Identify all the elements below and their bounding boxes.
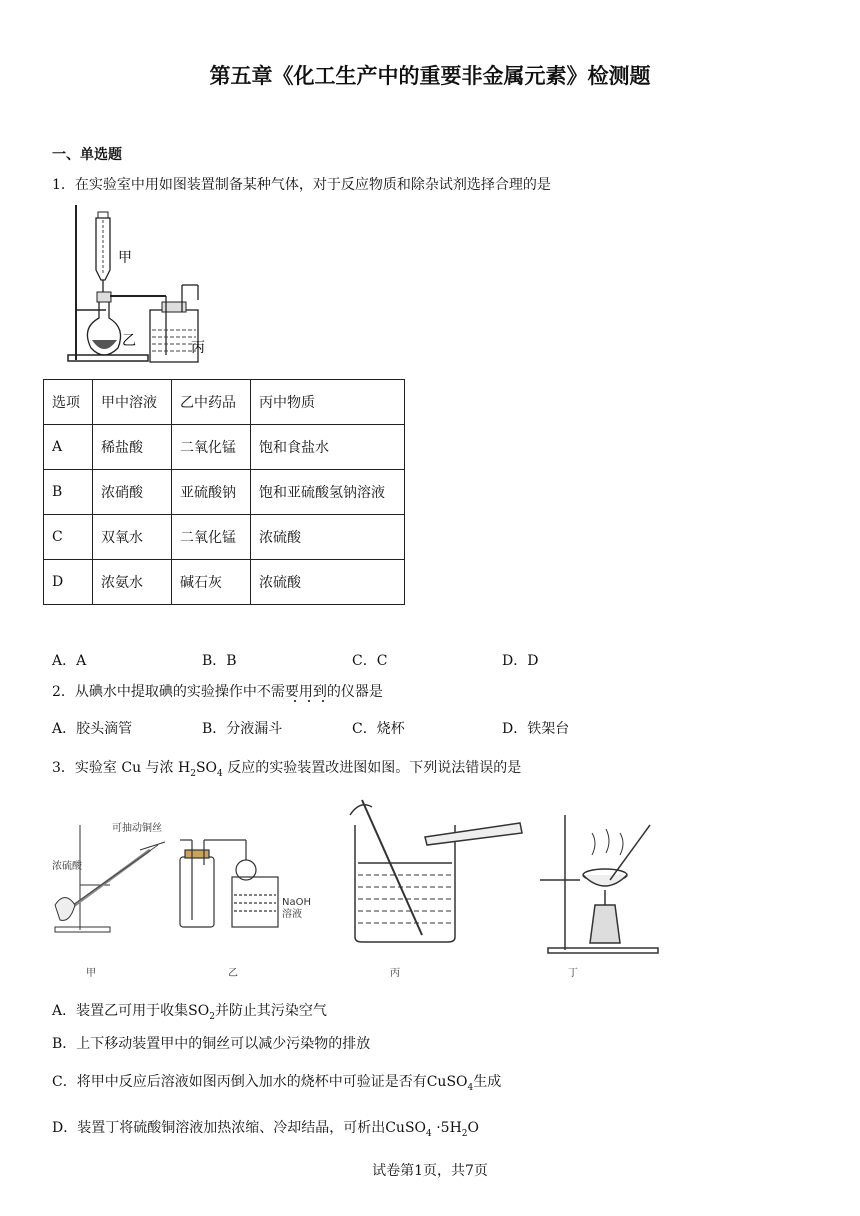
q1-option-c[interactable]: C．C [352,653,388,669]
question-2-text: 2．从碘水中提取碘的实验操作中不需要用到的仪器是 [52,684,383,700]
question-3-stem [52,757,521,779]
label-yi: 乙 [122,333,136,349]
table-cell: 碱石灰 [172,560,251,605]
table-cell: 亚硫酸钠 [172,470,251,515]
caption-yi: 乙 [228,968,238,979]
option-sub: 2 [461,1128,468,1139]
option-text: 并防止其污染空气 [214,1003,327,1019]
q3-stem-part: SO [195,760,218,776]
q1-option-b[interactable]: B．B [202,653,237,669]
q3-stem-part: 反应的实验装置改进图如图。下列说法错误的是 [222,760,522,776]
option-text: O [467,1120,480,1136]
label-movable-wire: 可抽动铜丝 [112,823,162,834]
emphasis-dot [294,700,296,702]
table-cell: B [44,470,93,515]
option-sub: 4 [467,1082,474,1093]
copper-sulfuric-acid-apparatus-figure [50,795,670,985]
table-header-row [44,380,405,425]
label-naoh: NaOH [282,897,311,908]
label-bing: 丙 [191,340,205,356]
caption-bing: 丙 [390,968,400,979]
reagent-table [43,379,405,605]
q2-option-b[interactable]: B．分液漏斗 [202,721,283,737]
table-cell: 双氧水 [93,515,172,560]
header-cell: 甲中溶液 [93,380,172,425]
table-cell: C [44,515,93,560]
table-cell: 稀盐酸 [93,425,172,470]
table-cell: 二氧化锰 [172,425,251,470]
apparatus-yi [180,840,278,927]
caption-jia: 甲 [86,968,96,979]
figure-captions [50,960,670,984]
apparatus-bing [350,800,522,942]
header-cell: 乙中药品 [172,380,251,425]
q1-option-d[interactable]: D．D [502,653,539,669]
table-cell: 浓硫酸 [251,560,405,605]
table-row [44,560,405,605]
q3-option-b[interactable]: B．上下移动装置甲中的铜丝可以减少污染物的排放 [52,1036,371,1052]
table-cell: 浓硝酸 [93,470,172,515]
gas-generation-apparatus-figure [66,200,216,370]
option-sub: 4 [426,1128,432,1139]
section-heading: 一、单选题 [52,147,122,163]
table-cell: D [44,560,93,605]
table-cell: A [44,425,93,470]
q3-stem-part: 3．实验室 Cu 与浓 H [52,760,191,776]
q2-option-a[interactable]: A．胶头滴管 [52,721,133,737]
table-row [44,425,405,470]
option-text: D．装置丁将硫酸铜溶液加热浓缩、冷却结晶，可析出CuSO [52,1120,427,1136]
header-cell: 选项 [44,380,93,425]
label-jia: 甲 [118,250,132,266]
label-conc-acid: 浓硫酸 [52,861,82,872]
table-cell: 浓氨水 [93,560,172,605]
q3-option-d[interactable] [52,1117,479,1139]
q1-option-a[interactable]: A．A [52,653,87,669]
table-cell: 浓硫酸 [251,515,405,560]
q3-option-c[interactable] [52,1071,501,1093]
apparatus-jia [55,825,165,932]
option-text: C．将甲中反应后溶液如图丙倒入加水的烧杯中可验证是否有CuSO [52,1074,468,1090]
emphasis-dot [308,700,310,702]
apparatus-ding [540,815,658,953]
table-row [44,515,405,560]
option-text: A．装置乙可用于收集SO [52,1003,210,1019]
option-text: ·5H [431,1120,462,1136]
page-title: 第五章《化工生产中的重要非金属元素》检测题 [209,64,651,88]
table-cell: 饱和食盐水 [251,425,405,470]
q3-stem-sub: 2 [190,768,196,779]
q3-option-a[interactable] [52,1000,327,1022]
table-row [44,470,405,515]
page-footer: 试卷第1页，共7页 [372,1163,488,1179]
q2-option-d[interactable]: D．铁架台 [502,721,570,737]
question-1-stem: 1．在实验室中用如图装置制备某种气体，对于反应物质和除杂试剂选择合理的是 [52,177,551,193]
table-cell: 饱和亚硫酸氢钠溶液 [251,470,405,515]
header-cell: 丙中物质 [251,380,405,425]
option-text: 生成 [473,1074,502,1090]
q2-option-c[interactable]: C．烧杯 [352,721,405,737]
emphasis-dot [322,700,324,702]
option-sub: 2 [209,1011,215,1022]
table-cell: 二氧化锰 [172,515,251,560]
label-solution: 溶液 [282,909,302,920]
question-2-stem [52,681,383,701]
caption-ding: 丁 [568,968,578,979]
q3-stem-sub: 4 [217,768,223,779]
